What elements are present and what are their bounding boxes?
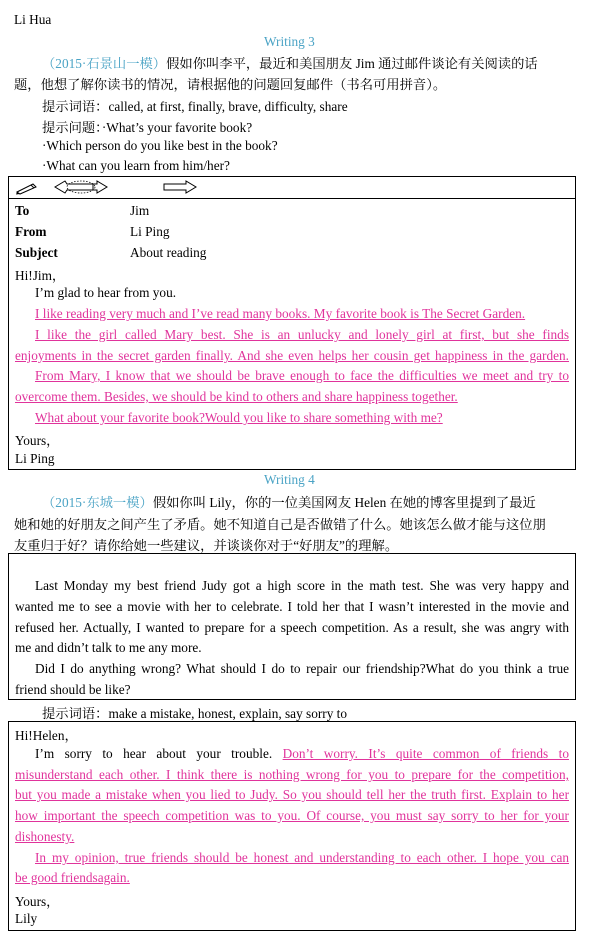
writing3-source: （2015·石景山一模）: [42, 56, 167, 71]
blog-line1: Last Monday my best friend Judy got a high score in the math test. She was very happy and: [35, 578, 569, 593]
email-answer-p4: What about your favorite book?Would you like to share something with me?: [35, 410, 443, 425]
email-opening: I’m glad to hear from you.: [35, 285, 177, 300]
blog-line5: Did I do anything wrong? What should I do to repair our friendship?What do you think a true: [35, 661, 569, 676]
email-signature: Li Ping: [15, 451, 55, 466]
writing4-hint-words: 提示词语：make a mistake, honest, explain, say sorry to: [42, 706, 348, 721]
blog-line2: wanted me to see a movie with her to celebrate. I told her that I wasn’t interested in the movie and: [15, 599, 569, 614]
writing3-prompt-line2: 题，他想了解你读书的情况，请根据他的问题回复邮件（书名可用拼音）。: [14, 77, 447, 92]
reply-line1: I’m sorry to hear about your trouble. Don’t worry. It’s quite common of friends to: [35, 746, 569, 761]
writing3-hint-q1: 提示问题：·What’s your favorite book?: [42, 120, 253, 135]
email-answer-p3-line2: overcome them. Besides, we should be kind to others and share happiness together.: [15, 389, 458, 404]
writing4-prompt-line1: （2015·东城一模）假如你叫 Lily，你的一位美国网友 Helen 在她的博客里提到了最近: [42, 495, 536, 510]
reply-signature: Lily: [15, 911, 38, 926]
reply-line2: misunderstand each other. I think there is nothing wrong for you to prepare for the competition,: [15, 767, 569, 782]
reply-line5: dishonesty.: [15, 829, 75, 844]
writing3-heading: Writing 3: [264, 34, 315, 49]
reply-box: [8, 721, 576, 931]
writing3-hint-words: 提示词语：called, at first, finally, brave, difficulty, share: [42, 99, 348, 114]
to-value: Jim: [130, 203, 150, 218]
from-value: Li Ping: [130, 224, 170, 239]
from-label: From: [15, 224, 47, 239]
writing4-source: （2015·东城一模）: [42, 495, 153, 510]
email-greeting: Hi!Jim，: [15, 268, 66, 283]
reply-line6: In my opinion, true friends should be honest and understanding to each other. I hope you can: [35, 850, 569, 865]
email-closing: Yours，: [15, 433, 60, 448]
blog-box: [8, 553, 576, 700]
author-name: Li Hua: [14, 12, 52, 27]
blog-line4: me and didn’t talk to me any more.: [15, 640, 202, 655]
reply-line7: be good friendsagain.: [15, 870, 130, 885]
email-answer-p3-line1: From Mary, I know that we should be brave enough to face the difficulties we meet and try to: [35, 368, 569, 383]
reply-line3: but you made a mistake when you lied to Judy. So you should tell her the truth first. Explain to her: [15, 787, 569, 802]
toolbar-divider: [9, 198, 575, 199]
envelope-arrows-icon[interactable]: [53, 179, 109, 199]
writing3-hint-q2: ·Which person do you like best in the book?: [42, 138, 278, 153]
blog-line6: friend should be like?: [15, 682, 131, 697]
right-arrow-icon[interactable]: [163, 180, 197, 198]
email-answer-p2-line1: I like the girl called Mary best. She is an unlucky and lonely girl at first, but she finds: [35, 327, 569, 342]
subject-value: About reading: [130, 245, 207, 260]
writing4-prompt-line3: 友重归于好？请你给她一些建议，并谈谈你对于“好朋友”的理解。: [14, 538, 399, 553]
email-box: [8, 176, 576, 470]
to-label: To: [15, 203, 30, 218]
pencil-icon[interactable]: [15, 181, 39, 199]
reply-greeting: Hi!Helen，: [15, 728, 78, 743]
blog-line3: refused her. Actually, I wanted to prepare for a speech competition. As a result, she was angry with: [15, 620, 569, 635]
email-answer-p1: I like reading very much and I’ve read many books. My favorite book is The Secret Garden.: [35, 306, 526, 321]
email-answer-p2-line2: enjoyments in the secret garden finally. And she even helps her cousin get happiness in the garden.: [15, 348, 569, 363]
subject-label: Subject: [15, 245, 58, 260]
writing3-hint-q3: ·What can you learn from him/her?: [42, 158, 230, 173]
reply-closing: Yours，: [15, 894, 60, 909]
writing4-heading: Writing 4: [264, 472, 315, 487]
reply-line4: how important the speech competition was to you. Of course, you must say sorry to her for your: [15, 808, 569, 823]
writing4-prompt-line2: 她和她的好朋友之间产生了矛盾。她不知道自己是否做错了什么。她该怎么做才能与这位朋: [14, 517, 546, 532]
writing3-prompt-line1: （2015·石景山一模）假如你叫李平，最近和美国朋友 Jim 通过邮件谈论有关阅读的话: [42, 56, 538, 71]
